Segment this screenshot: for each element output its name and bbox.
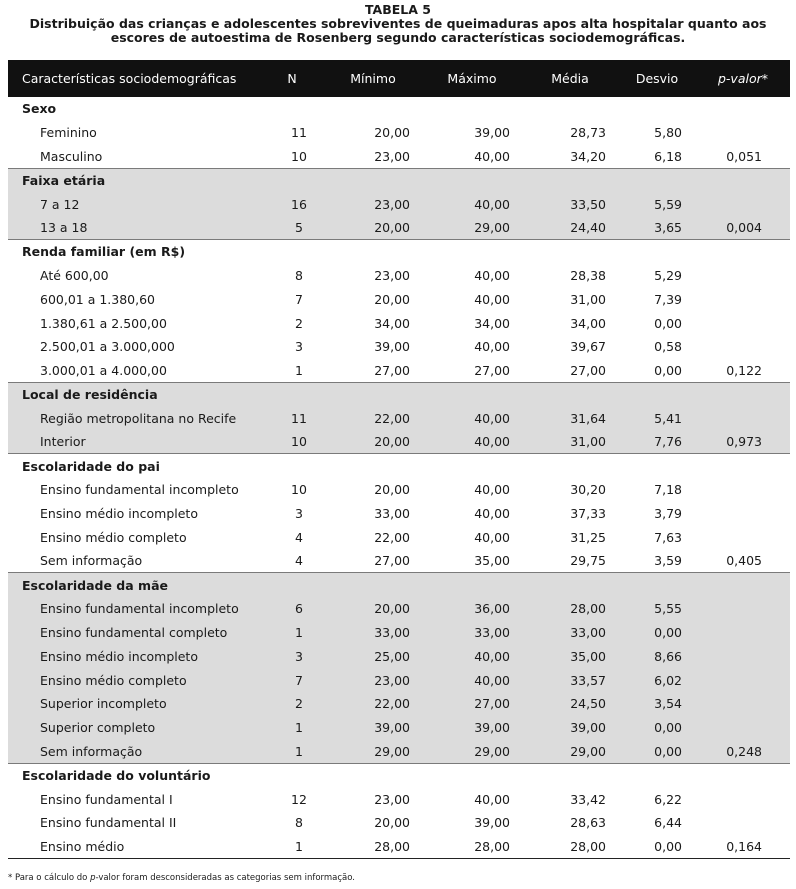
cell-minimo: 22,00 [374,696,410,712]
table-row [8,287,790,311]
cell-desvio: 0,00 [654,720,682,736]
cell-p-valor [696,811,790,835]
row-label: Ensino médio completo [40,529,187,545]
cell-desvio: 0,00 [654,743,682,759]
cell-media: 28,00 [570,601,606,617]
cell-desvio: 5,59 [654,196,682,212]
cell-minimo: 20,00 [374,291,410,307]
table-row [8,621,790,645]
header-minimo: Mínimo [350,71,396,86]
cell-desvio: 5,55 [654,601,682,617]
cell-minimo: 23,00 [374,267,410,283]
footnote-italic: p [90,873,96,883]
cell-p-valor [696,311,790,335]
cell-desvio: 3,65 [654,220,682,236]
cell-maximo: 39,00 [474,815,510,831]
cell-desvio: 3,79 [654,505,682,521]
row-label: 3.000,01 a 4.000,00 [40,362,167,378]
cell-n: 4 [295,553,303,569]
cell-p-valor [696,692,790,716]
cell-n: 1 [295,624,303,640]
cell-n: 4 [295,529,303,545]
cell-n: 8 [295,815,303,831]
table-title: Distribuição das crianças e adolescentes sobreviventes de queimaduras apos alta hospitalar quanto aos escores de autoestima de Rosenberg segundo características sociodemográficas. [29,16,767,45]
cell-minimo: 29,00 [374,743,410,759]
cell-maximo: 40,00 [474,482,510,498]
cell-maximo: 29,00 [474,220,510,236]
group-title: Escolaridade da mãe [8,573,790,597]
group-title: Escolaridade do voluntário [8,763,790,787]
row-label: Ensino fundamental II [40,815,177,831]
cell-maximo: 34,00 [474,315,510,331]
cell-minimo: 20,00 [374,601,410,617]
cell-maximo: 40,00 [474,505,510,521]
cell-p-valor [696,192,790,216]
cell-maximo: 35,00 [474,553,510,569]
table-row [8,502,790,526]
cell-desvio: 0,00 [654,362,682,378]
table-group [8,763,790,858]
footnote-before: * Para o cálculo do [8,873,91,883]
cell-media: 33,42 [570,791,606,807]
row-label: Região metropolitana no Recife [40,410,237,426]
cell-minimo: 23,00 [374,672,410,688]
cell-n: 10 [291,482,307,498]
table-row [8,597,790,621]
group-title: Local de residência [8,383,790,407]
cell-media: 29,75 [570,553,606,569]
table-header [8,60,790,97]
cell-p-valor: 0,248 [726,743,762,759]
cell-desvio: 0,00 [654,315,682,331]
cell-p-valor [696,502,790,526]
cell-maximo: 28,00 [422,835,522,859]
cell-n: 2 [295,315,303,331]
row-label: Ensino fundamental incompleto [40,482,239,498]
table-row [8,525,790,549]
cell-desvio: 3,59 [654,553,682,569]
cell-desvio: 7,39 [654,291,682,307]
cell-media: 33,50 [570,196,606,212]
cell-maximo: 29,00 [474,743,510,759]
cell-p-valor: 0,973 [726,434,762,450]
cell-desvio: 6,44 [654,815,682,831]
cell-desvio: 8,66 [654,648,682,664]
cell-minimo: 33,00 [374,624,410,640]
cell-p-valor: 0,004 [726,220,762,236]
table-row [8,716,790,740]
table-row [8,192,790,216]
cell-desvio: 7,63 [654,529,682,545]
cell-media: 33,00 [570,624,606,640]
cell-minimo: 34,00 [374,315,410,331]
cell-n: 5 [295,220,303,236]
table-row [8,121,790,145]
cell-media: 34,20 [570,148,606,164]
cell-minimo: 22,00 [374,410,410,426]
cell-media: 31,64 [570,410,606,426]
group-header-row [8,97,790,121]
cell-p-valor: 0,164 [696,835,790,859]
cell-minimo: 20,00 [374,815,410,831]
cell-n: 7 [295,672,303,688]
cell-p-valor [696,644,790,668]
table-container [8,60,790,859]
cell-n: 11 [291,410,307,426]
cell-maximo: 40,00 [474,196,510,212]
cell-media: 30,20 [570,482,606,498]
row-label: Interior [40,434,86,450]
cell-media: 28,00 [522,835,618,859]
cell-minimo: 23,00 [374,148,410,164]
table-label: TABELA 5 [365,2,431,17]
cell-minimo: 20,00 [374,482,410,498]
table-row [8,359,790,383]
cell-n: 3 [295,339,303,355]
cell-minimo: 27,00 [374,362,410,378]
cell-p-valor: 0,405 [726,553,762,569]
cell-media: 39,67 [570,339,606,355]
cell-n: 2 [295,696,303,712]
cell-media: 33,57 [570,672,606,688]
cell-p-valor [696,597,790,621]
group-title: Escolaridade do pai [8,454,790,478]
table-row [8,335,790,359]
row-label: 7 a 12 [40,196,80,212]
cell-maximo: 27,00 [474,696,510,712]
cell-p-valor [696,668,790,692]
cell-maximo: 27,00 [474,362,510,378]
cell-p-valor: 0,051 [726,148,762,164]
cell-maximo: 40,00 [474,267,510,283]
cell-media: 34,00 [570,315,606,331]
cell-minimo: 28,00 [324,835,422,859]
cell-media: 35,00 [570,648,606,664]
row-label: Ensino fundamental completo [40,624,228,640]
cell-desvio: 7,18 [654,482,682,498]
group-header-row [8,168,790,192]
cell-n: 10 [291,148,307,164]
group-title: Faixa etária [8,168,790,192]
row-label: Ensino médio incompleto [40,505,198,521]
row-label: Sem informação [40,553,143,569]
cell-maximo: 39,00 [474,125,510,141]
cell-n: 7 [295,291,303,307]
cell-desvio: 6,18 [654,148,682,164]
cell-media: 28,63 [570,815,606,831]
cell-n: 1 [295,743,303,759]
row-label: 600,01 a 1.380,60 [40,291,156,307]
cell-n: 1 [260,835,324,859]
row-label: 13 a 18 [40,220,88,236]
cell-minimo: 27,00 [374,553,410,569]
data-table [8,60,790,859]
table-caption [0,0,796,45]
cell-maximo: 33,00 [474,624,510,640]
row-label: Ensino médio [8,835,260,859]
group-header-row [8,240,790,264]
group-header-row [8,454,790,478]
cell-media: 24,40 [570,220,606,236]
table-group [8,383,790,454]
cell-minimo: 20,00 [374,220,410,236]
cell-minimo: 33,00 [374,505,410,521]
header-characteristics: Características sociodemográficas [22,71,237,86]
table-row [8,264,790,288]
table-row [8,668,790,692]
cell-media: 31,25 [570,529,606,545]
group-title: Renda familiar (em R$) [8,240,790,264]
cell-media: 27,00 [570,362,606,378]
cell-media: 31,00 [570,291,606,307]
cell-p-valor [696,478,790,502]
table-row [8,430,790,454]
cell-desvio: 5,41 [654,410,682,426]
cell-desvio: 7,76 [654,434,682,450]
cell-maximo: 40,00 [474,529,510,545]
cell-n: 6 [295,601,303,617]
cell-maximo: 39,00 [474,720,510,736]
table-row [8,406,790,430]
cell-minimo: 20,00 [374,125,410,141]
header-n: N [287,71,297,86]
row-label: Superior incompleto [40,696,167,712]
cell-n: 1 [295,720,303,736]
cell-minimo: 20,00 [374,434,410,450]
row-label: 1.380,61 a 2.500,00 [40,315,167,331]
cell-n: 12 [291,791,307,807]
cell-minimo: 22,00 [374,529,410,545]
header-desvio: Desvio [635,71,679,86]
cell-maximo: 36,00 [474,601,510,617]
cell-desvio: 6,02 [654,672,682,688]
cell-media: 29,00 [570,743,606,759]
table-row [8,692,790,716]
row-label: Ensino médio completo [40,672,187,688]
cell-media: 24,50 [570,696,606,712]
table-row [8,311,790,335]
cell-desvio: 5,29 [654,267,682,283]
cell-minimo: 23,00 [374,791,410,807]
cell-n: 10 [291,434,307,450]
cell-n: 8 [295,267,303,283]
cell-p-valor [696,406,790,430]
cell-desvio: 6,22 [654,791,682,807]
cell-media: 28,38 [570,267,606,283]
table-row [8,216,790,240]
table-group [8,97,790,168]
cell-p-valor [696,621,790,645]
row-label: Feminino [40,125,97,141]
group-header-row [8,763,790,787]
cell-n: 11 [291,125,307,141]
table-row [8,740,790,764]
group-header-row [8,383,790,407]
group-title: Sexo [22,101,57,117]
cell-minimo: 39,00 [374,720,410,736]
group-header-row [8,573,790,597]
cell-media: 31,00 [570,434,606,450]
cell-maximo: 40,00 [474,672,510,688]
cell-media: 28,73 [570,125,606,141]
cell-n: 3 [295,505,303,521]
cell-desvio: 3,54 [654,696,682,712]
header-media: Média [551,71,589,86]
cell-desvio: 0,58 [654,339,682,355]
row-label: Sem informação [40,743,143,759]
row-label: Masculino [40,148,103,164]
cell-maximo: 40,00 [474,791,510,807]
table-row [8,835,790,859]
table-row [8,478,790,502]
cell-minimo: 25,00 [374,648,410,664]
row-label: Ensino fundamental I [40,791,173,807]
cell-maximo: 40,00 [474,434,510,450]
cell-p-valor [696,264,790,288]
row-label: Superior completo [40,720,156,736]
table-group [8,454,790,573]
cell-minimo: 39,00 [374,339,410,355]
cell-maximo: 40,00 [474,148,510,164]
cell-p-valor [696,525,790,549]
cell-p-valor [696,716,790,740]
table-group [8,240,790,383]
cell-desvio: 5,80 [654,125,682,141]
table-row [8,644,790,668]
table-group [8,168,790,239]
cell-p-valor [696,287,790,311]
row-label: 2.500,01 a 3.000,000 [40,339,175,355]
cell-media: 39,00 [570,720,606,736]
table-row [8,787,790,811]
table-row [8,549,790,573]
cell-desvio: 0,00 [618,835,696,859]
table-row [8,811,790,835]
cell-maximo: 40,00 [474,648,510,664]
footnote [8,873,355,883]
cell-p-valor [696,335,790,359]
row-label: Até 600,00 [40,267,109,283]
cell-n: 16 [291,196,307,212]
cell-maximo: 40,00 [474,410,510,426]
cell-n: 3 [295,648,303,664]
cell-maximo: 40,00 [474,291,510,307]
row-label: Ensino fundamental incompleto [40,601,239,617]
cell-p-valor [696,121,790,145]
header-maximo: Máximo [447,71,497,86]
cell-desvio: 0,00 [654,624,682,640]
cell-p-valor: 0,122 [726,362,762,378]
header-p-valor: p-valor* [717,71,768,86]
cell-minimo: 23,00 [374,196,410,212]
cell-n: 1 [295,362,303,378]
footnote-after: -valor foram desconsideradas as categorias sem informação. [95,873,355,883]
cell-p-valor [696,787,790,811]
row-label: Ensino médio incompleto [40,648,198,664]
cell-media: 37,33 [570,505,606,521]
header-row [8,60,790,97]
cell-maximo: 40,00 [474,339,510,355]
table-row [8,145,790,169]
table-group [8,573,790,763]
